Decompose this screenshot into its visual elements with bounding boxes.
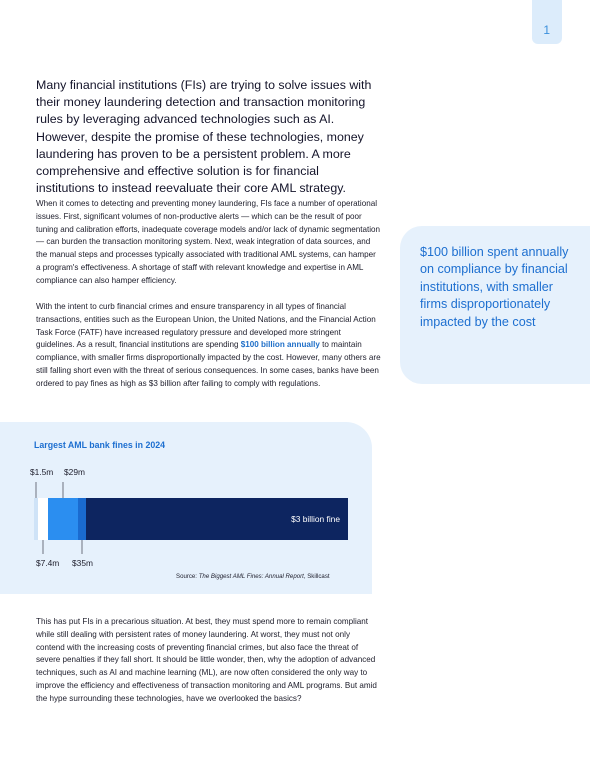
- spending-highlight: $100 billion annually: [240, 340, 320, 350]
- aml-fines-chart: [0, 460, 372, 572]
- source-suffix: , Skillcast: [303, 573, 330, 580]
- callout-text: $100 billion spent annually on compliance by financial institutions, with smaller firms disproportionately impacted by the cost: [420, 245, 569, 329]
- data-label: $1.5m: [30, 467, 54, 477]
- intro-paragraph: Many financial institutions (FIs) are trying to solve issues with their money laundering detection and transaction monitoring rules by leveraging advanced technologies such as AI. However, despite the promise of these technologies, money laundering has proven to be a persistent problem. A more comprehensive and effective solution is for financial institutions to instead reevaluate their core AML strategy.: [36, 78, 372, 196]
- body-paragraph-regulatory-pressure: [36, 301, 381, 391]
- bar-segment--29m: [48, 498, 78, 540]
- body-paragraph-operational-issues: When it comes to detecting and preventing money laundering, FIs face a number of operational issues. First, significant volumes of non-productive alerts — which can be the result of poor tuning and calibration efforts, inadequate coverage models and/or lack of dynamic segmentation — can burden the transaction monitoring system. Next, weak integration of data sources, and the manual steps and processes typically associated with traditional AML systems, can hamper a program's effectiveness. A shortage of staff with relevant knowledge and expertise in AML compliance can also hamper efficiency.: [36, 199, 381, 285]
- chart-source: [176, 573, 330, 580]
- bar-segment--1-5m: [34, 498, 38, 540]
- body-paragraph-precarious-situation: This has put FIs in a precarious situation. At best, they must spend more to remain compliant while still dealing with persistent rates of money laundering. At worst, they must not only contend with the increasing costs of preventing financial crimes, but also face the threat of severe penalties if they fall short. It should be little wonder, then, why the adoption of advanced techniques, such as AI and machine learning (ML), are now often considered the only way to improve the efficiency and effectiveness of transaction monitoring and AML programs. But amid the hype surrounding these technologies, have we overlooked the basics?: [36, 617, 377, 703]
- data-label: $7.4m: [36, 558, 60, 568]
- bar-inner-label: $3 billion fine: [291, 514, 340, 524]
- bar-segment--7-4m: [38, 498, 48, 540]
- data-label: $35m: [72, 558, 93, 568]
- page-tab: [532, 0, 562, 44]
- bar-segment--35m: [78, 498, 86, 540]
- paragraph-text: With the intent to curb financial crimes and ensure transparency in all types of financial transactions, entities such as the European Union, the United Nations, and the Financial Action Task Force (FATF) have increased regulatory pressure and developed more stringent guidelines. As a result, financial institutions are spending: [36, 302, 376, 350]
- page-number: 1: [543, 23, 550, 37]
- data-label: $29m: [64, 467, 85, 477]
- source-prefix: Source:: [176, 573, 199, 580]
- chart-title: Largest AML bank fines in 2024: [34, 440, 166, 450]
- paragraph-text: to maintain compliance, with smaller firms disproportionally impacted by the cost. However, many others are still falling short even with the threat of serious consequences. In some cases, banks have been ordered to pay fines as high as $3 billion after failing to comply with regulations.: [36, 340, 381, 388]
- source-title: The Biggest AML Fines: Annual Report: [198, 573, 304, 580]
